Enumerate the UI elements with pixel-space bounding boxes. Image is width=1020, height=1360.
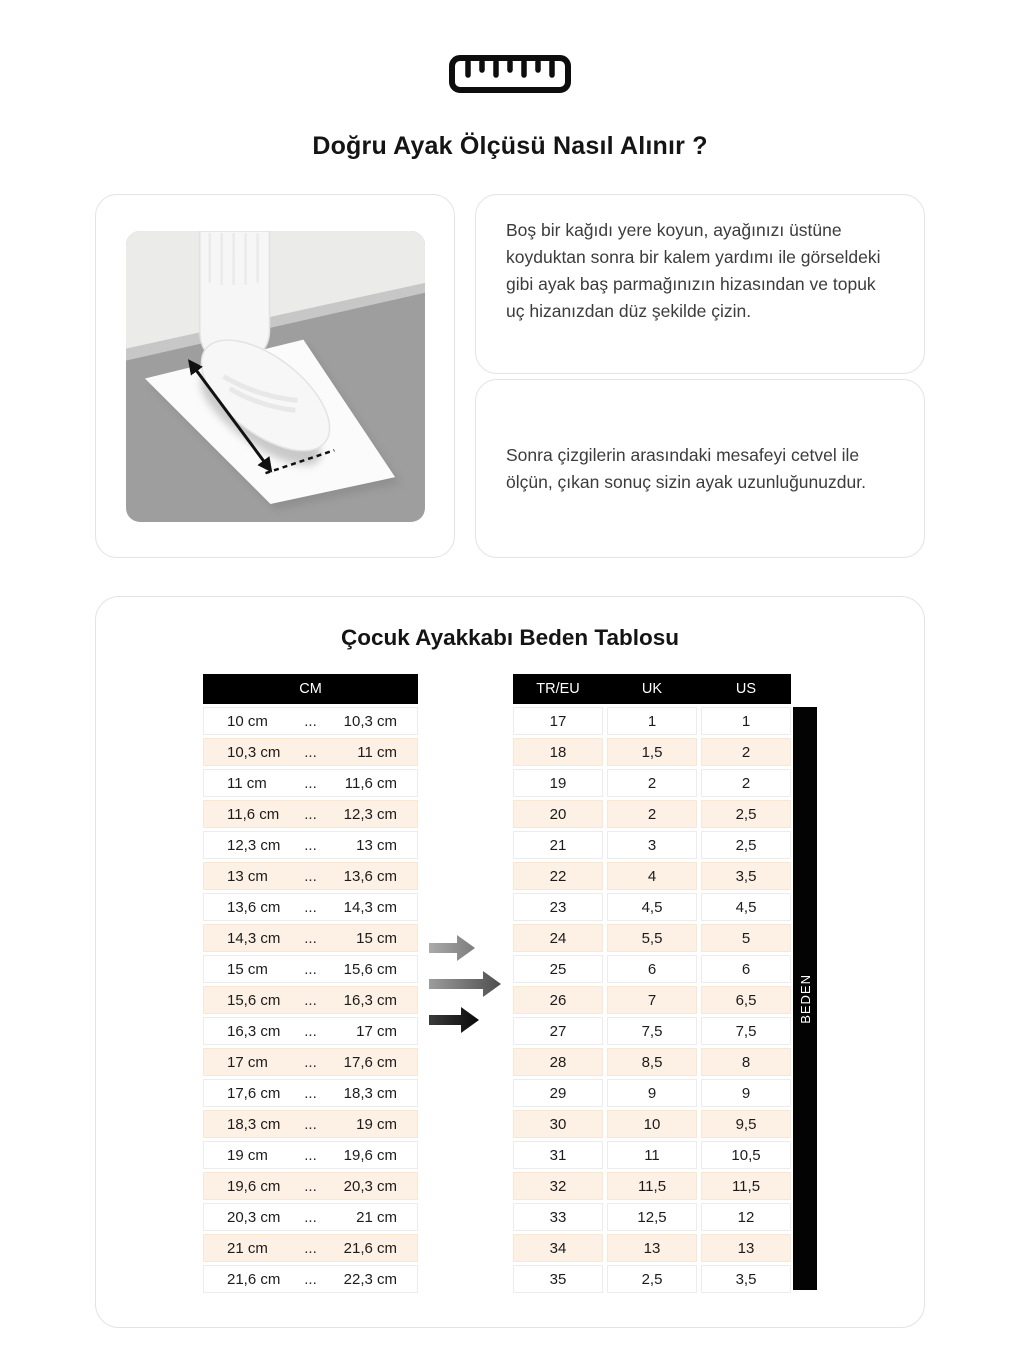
size-cell: 2,5: [701, 831, 791, 859]
instruction-step-1: [475, 194, 925, 374]
size-table-row: [513, 924, 791, 952]
size-cell: 8,5: [607, 1048, 697, 1076]
size-cell: 1: [701, 707, 791, 735]
size-cell: 27: [513, 1017, 603, 1045]
size-cell: 10: [607, 1110, 697, 1138]
cm-cell: 13 cm: [227, 867, 268, 885]
size-table-row: [513, 1172, 791, 1200]
cm-table-row: [203, 986, 418, 1014]
size-cell: 1,5: [607, 738, 697, 766]
size-cell: 31: [513, 1141, 603, 1169]
cm-cell: 16,3 cm: [227, 1022, 281, 1040]
size-cell: 2: [607, 800, 697, 828]
size-cell: 7,5: [607, 1017, 697, 1045]
cm-table-row: [203, 800, 418, 828]
size-table-card: [95, 596, 925, 1328]
instruction-step-2: [475, 379, 925, 559]
col-header-tr-eu: TR/EU: [536, 681, 580, 697]
cm-table-row: [203, 1048, 418, 1076]
size-cell: 2: [701, 769, 791, 797]
size-cell: 5,5: [607, 924, 697, 952]
cm-cell: 11,6 cm: [227, 805, 280, 823]
size-table-title: Çocuk Ayakkabı Beden Tablosu: [340, 625, 679, 650]
cm-table-row: [203, 1141, 418, 1169]
col-header-us: US: [735, 681, 757, 697]
size-cell: 3: [607, 831, 697, 859]
beden-label-text: BEDEN: [797, 973, 813, 1024]
cm-cell: 10,3 cm: [343, 712, 397, 730]
cm-table-row: [203, 955, 418, 983]
cm-cell: 11 cm: [227, 774, 267, 792]
instruction-cards: [475, 194, 925, 558]
cm-cell: ...: [304, 743, 317, 761]
cm-cell: 15 cm: [356, 929, 397, 947]
cm-cell: 17,6 cm: [343, 1053, 397, 1071]
cm-cell: ...: [304, 1115, 317, 1133]
size-cell: 32: [513, 1172, 603, 1200]
cm-cell: 19,6 cm: [227, 1177, 281, 1195]
cm-cell: 20,3 cm: [227, 1208, 281, 1226]
size-cell: 9,5: [701, 1110, 791, 1138]
cm-cell: ...: [304, 960, 317, 978]
cm-table-row: [203, 1203, 418, 1231]
ruler-icon: [448, 54, 572, 94]
size-cell: 6: [701, 955, 791, 983]
size-cell: 3,5: [701, 862, 791, 890]
cm-cell: 14,3 cm: [343, 898, 397, 916]
cm-table-row: [203, 893, 418, 921]
size-table-row: [513, 769, 791, 797]
cm-cell: 13 cm: [356, 836, 397, 854]
size-cell: 1: [607, 707, 697, 735]
size-table-row: [513, 1234, 791, 1262]
size-table-row: [513, 707, 791, 735]
cm-cell: ...: [304, 805, 317, 823]
size-cell: 2,5: [607, 1265, 697, 1293]
instruction-step-1-text: Boş bir kağıdı yere koyun, ayağınızı üstüne koyduktan sonra bir kalem yardımı ile görseldeki gibi ayak baş parmağınızın hizasından ve topuk uç hizanızdan düz şekilde çizin.: [506, 220, 881, 322]
cm-cell: 10,3 cm: [227, 743, 281, 761]
size-conversion-table: [513, 674, 791, 1296]
size-cell: 19: [513, 769, 603, 797]
size-cell: 6,5: [701, 986, 791, 1014]
size-table-body: [513, 707, 791, 1293]
cm-table-row: [203, 1110, 418, 1138]
cm-cell: 16,3 cm: [343, 991, 397, 1009]
cm-cell: 10 cm: [227, 712, 268, 730]
cm-cell: 12,3 cm: [227, 836, 281, 854]
size-cell: 34: [513, 1234, 603, 1262]
size-table-row: [513, 1203, 791, 1231]
cm-cell: ...: [304, 1084, 317, 1102]
size-cell: 2: [701, 738, 791, 766]
measurement-instructions: [95, 194, 925, 558]
size-cell: 12: [701, 1203, 791, 1231]
cm-cell: ...: [304, 1177, 317, 1195]
size-cell: 10,5: [701, 1141, 791, 1169]
cm-table-row: [203, 1172, 418, 1200]
cm-cell: ...: [304, 1239, 317, 1257]
size-table-row: [513, 986, 791, 1014]
size-cell: 23: [513, 893, 603, 921]
cm-cell: ...: [304, 1208, 317, 1226]
cm-table-row: [203, 707, 418, 735]
cm-cell: 12,3 cm: [343, 805, 397, 823]
cm-table: [203, 674, 418, 1296]
col-header-uk: UK: [641, 681, 663, 697]
cm-cell: ...: [304, 836, 317, 854]
transfer-arrows-icon: [427, 932, 505, 1042]
cm-table-row: [203, 1265, 418, 1293]
cm-cell: 17,6 cm: [227, 1084, 281, 1102]
size-cell: 9: [607, 1079, 697, 1107]
size-cell: 33: [513, 1203, 603, 1231]
size-cell: 4,5: [701, 893, 791, 921]
cm-table-row: [203, 1017, 418, 1045]
cm-cell: ...: [304, 929, 317, 947]
cm-table-row: [203, 769, 418, 797]
size-cell: 24: [513, 924, 603, 952]
cm-cell: 17 cm: [227, 1053, 268, 1071]
size-cell: 6: [607, 955, 697, 983]
cm-table-body: [203, 707, 418, 1293]
table-link-arrows: [418, 674, 513, 1042]
foot-photo-card: [95, 194, 455, 558]
size-table-row: [513, 1141, 791, 1169]
cm-cell: ...: [304, 898, 317, 916]
size-cell: 4: [607, 862, 697, 890]
size-cell: 13: [607, 1234, 697, 1262]
size-tables: [96, 674, 924, 1296]
size-table-row: [513, 893, 791, 921]
size-cell: 7,5: [701, 1017, 791, 1045]
size-table-row: [513, 862, 791, 890]
cm-cell: 21 cm: [356, 1208, 397, 1226]
size-cell: 11,5: [607, 1172, 697, 1200]
size-table-row: [513, 800, 791, 828]
size-table-row: [513, 955, 791, 983]
size-table-row: [513, 1079, 791, 1107]
size-cell: 21: [513, 831, 603, 859]
size-table-row: [513, 738, 791, 766]
size-cell: 13: [701, 1234, 791, 1262]
cm-cell: ...: [304, 774, 317, 792]
size-cell: 11,5: [701, 1172, 791, 1200]
cm-cell: 14,3 cm: [227, 929, 281, 947]
size-table-row: [513, 1265, 791, 1293]
cm-cell: 17 cm: [356, 1022, 397, 1040]
size-cell: 5: [701, 924, 791, 952]
cm-cell: 13,6 cm: [227, 898, 281, 916]
cm-table-row: [203, 862, 418, 890]
size-cell: 4,5: [607, 893, 697, 921]
size-cell: 28: [513, 1048, 603, 1076]
cm-cell: 11 cm: [357, 743, 397, 761]
size-cell: 18: [513, 738, 603, 766]
page-title: Doğru Ayak Ölçüsü Nasıl Alınır ?: [312, 132, 708, 160]
cm-table-row: [203, 831, 418, 859]
cm-cell: 19 cm: [227, 1146, 268, 1164]
size-cell: 11: [607, 1141, 697, 1169]
size-cell: 2: [607, 769, 697, 797]
cm-cell: 18,3 cm: [227, 1115, 281, 1133]
cm-table-row: [203, 924, 418, 952]
cm-header-label: CM: [299, 681, 322, 697]
cm-cell: ...: [304, 1146, 317, 1164]
size-table-row: [513, 1017, 791, 1045]
cm-cell: 13,6 cm: [343, 867, 397, 885]
size-cell: 30: [513, 1110, 603, 1138]
cm-cell: ...: [304, 867, 317, 885]
size-table-row: [513, 1110, 791, 1138]
cm-cell: ...: [304, 712, 317, 730]
cm-table-row: [203, 1234, 418, 1262]
hero: [0, 0, 1020, 161]
size-cell: 7: [607, 986, 697, 1014]
cm-table-header: [203, 674, 418, 704]
cm-cell: 20,3 cm: [343, 1177, 397, 1195]
cm-cell: 19 cm: [356, 1115, 397, 1133]
cm-cell: 21 cm: [227, 1239, 268, 1257]
cm-cell: 15,6 cm: [343, 960, 397, 978]
size-cell: 8: [701, 1048, 791, 1076]
foot-measurement-photo: [126, 231, 425, 522]
cm-table-row: [203, 1079, 418, 1107]
cm-cell: 15 cm: [227, 960, 268, 978]
size-table-row: [513, 831, 791, 859]
cm-cell: 11,6 cm: [344, 774, 397, 792]
size-cell: 2,5: [701, 800, 791, 828]
cm-cell: 18,3 cm: [343, 1084, 397, 1102]
size-cell: 20: [513, 800, 603, 828]
size-cell: 25: [513, 955, 603, 983]
cm-cell: ...: [304, 991, 317, 1009]
cm-cell: ...: [304, 1270, 317, 1288]
beden-side-label: [793, 707, 817, 1290]
cm-cell: 21,6 cm: [343, 1239, 397, 1257]
cm-cell: ...: [304, 1053, 317, 1071]
size-table-header: [513, 674, 791, 704]
cm-cell: ...: [304, 1022, 317, 1040]
cm-cell: 15,6 cm: [227, 991, 281, 1009]
size-cell: 26: [513, 986, 603, 1014]
size-cell: 12,5: [607, 1203, 697, 1231]
instruction-step-2-text: Sonra çizgilerin arasındaki mesafeyi cetvel ile ölçün, çıkan sonuç sizin ayak uzunluğunuzdur.: [506, 445, 866, 493]
size-cell: 3,5: [701, 1265, 791, 1293]
cm-cell: 22,3 cm: [343, 1270, 397, 1288]
size-cell: 9: [701, 1079, 791, 1107]
size-table-row: [513, 1048, 791, 1076]
size-cell: 17: [513, 707, 603, 735]
size-cell: 22: [513, 862, 603, 890]
cm-table-row: [203, 738, 418, 766]
cm-cell: 21,6 cm: [227, 1270, 281, 1288]
cm-cell: 19,6 cm: [343, 1146, 397, 1164]
size-cell: 35: [513, 1265, 603, 1293]
size-cell: 29: [513, 1079, 603, 1107]
